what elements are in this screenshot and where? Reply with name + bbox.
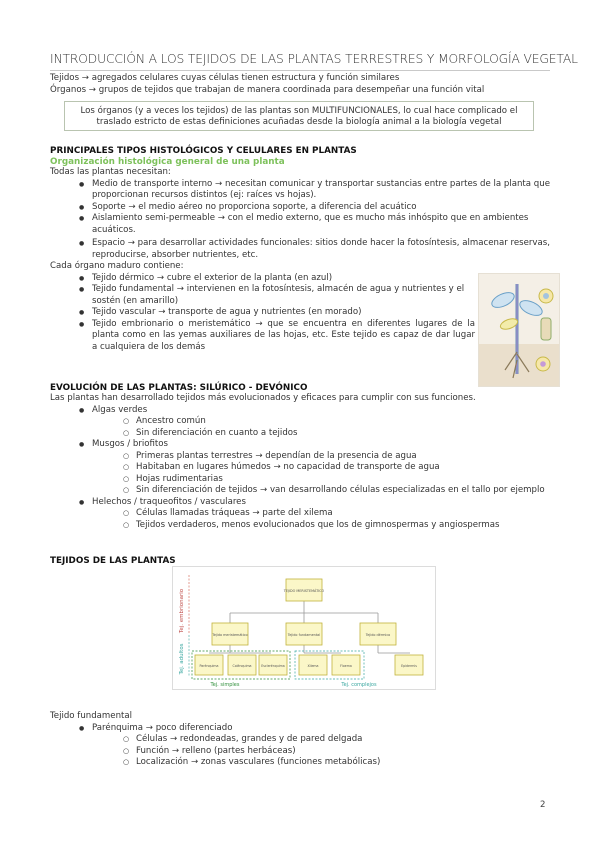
list-item: ● Tejido embrionario o meristemático → que se encuentra en diferentes lugares de la planta como en las yemas auxiliares de las hojas, etc. Este tejido es capaz de dar lugar a cualquiera de los demás <box>50 319 475 354</box>
list-item: ○ Función → relleno (partes herbáceas) <box>50 746 550 758</box>
section-evolucion <box>50 383 550 531</box>
list-item: ○ Sin diferenciación de tejidos → van desarrollando células especializadas en el tallo por ejemplo <box>50 485 550 497</box>
page-number: 2 <box>540 800 546 810</box>
tissue-tree <box>173 567 435 689</box>
side-label-embrionario: Tej. embrionario <box>179 588 185 634</box>
title-divider <box>50 70 550 71</box>
list-item: ● Medio de transporte interno → necesitan comunicar y transportar sustancias entre partes de la planta que proporcionan recursos distintos (ej: raíces vs hojas). <box>50 179 550 202</box>
definition-tejidos: Tejidos → agregados celulares cuyas células tienen estructura y función similares <box>50 73 400 83</box>
list-item: ○ Ancestro común <box>50 416 550 428</box>
node-leaf-label: Floema <box>340 664 352 668</box>
list-item: ● Espacio → para desarrollar actividades funcionales: sitios donde hacer la fotosíntesis, almacenar reservas, reproducirse, absorber nutrientes, etc. <box>50 238 550 261</box>
section-heading-histologia: PRINCIPALES TIPOS HISTOLÓGICOS Y CELULARES EN PLANTAS <box>50 146 357 156</box>
section-tejidos <box>50 556 550 566</box>
list-item: ○ Células llamadas tráqueas → parte del xilema <box>50 508 550 520</box>
group-algas: ● Algas verdes <box>50 405 550 417</box>
needs-list <box>50 179 550 262</box>
tissue-diagram <box>172 566 436 690</box>
needs-intro: Todas las plantas necesitan: <box>50 167 171 177</box>
section-histologia <box>50 146 550 353</box>
node-leaf-label: Esclerénquima <box>261 664 285 668</box>
list-item: ○ Localización → zonas vasculares (funciones metabólicas) <box>50 757 550 769</box>
callout-line-1: Los órganos (y a veces los tejidos) de las plantas son MULTIFUNCIONALES, lo cual hace complicado el <box>80 106 518 116</box>
node-leaf-label: Epidermis <box>401 664 417 668</box>
definition-organos: Órganos → grupos de tejidos que trabajan de manera coordinada para desempeñar una función vital <box>50 84 485 95</box>
list-item: ○ Tejidos verdaderos, menos evolucionados que los de gimnospermas y angiospermas <box>50 520 550 532</box>
group-musgos: ● Musgos / briofitos <box>50 439 550 451</box>
plant-illustration <box>478 273 560 387</box>
callout-line-2: traslado estricto de estas definiciones acuñadas desde la biología animal a la biología vegetal <box>96 117 502 127</box>
label-tej-complejos: Tej. complejos <box>341 682 377 688</box>
list-item: ○ Células → redondeadas, grandes y de pared delgada <box>50 734 550 746</box>
tissues-list <box>50 273 475 354</box>
subheading-organizacion: Organización histológica general de una planta <box>50 157 285 167</box>
parenchyma-item: ● Parénquima → poco diferenciado <box>50 723 550 735</box>
list-item: ○ Primeras plantas terrestres → dependían de la presencia de agua <box>50 451 550 463</box>
list-item: ● Tejido fundamental → intervienen en la fotosíntesis, almacén de agua y nutrientes y el sostén (en amarillo) <box>50 284 475 307</box>
list-item: ● Tejido vascular → transporte de agua y nutrientes (en morado) <box>50 307 475 319</box>
node-leaf-label: Parénquima <box>199 664 219 668</box>
node-leaf-label: Xilema <box>307 664 319 668</box>
parenchyma-list <box>50 723 550 769</box>
list-item: ● Soporte → el medio aéreo no proporciona soporte, a diferencia del acuático <box>50 202 550 214</box>
section-heading-tejidos: TEJIDOS DE LAS PLANTAS <box>50 556 176 566</box>
section-tejido-fundamental <box>50 711 550 769</box>
fundamental-title: Tejido fundamental <box>50 711 133 721</box>
evolucion-intro: Las plantas han desarrollado tejidos más evolucionados y eficaces para cumplir con sus funciones. <box>50 393 476 403</box>
node-mid-label: Tejido meristemático <box>212 633 248 637</box>
node-mid-label: Tejido dérmico <box>365 633 391 637</box>
callout-box <box>64 101 534 131</box>
list-item: ○ Habitaban en lugares húmedos → no capacidad de transporte de agua <box>50 462 550 474</box>
node-root-label: TEJIDO MERISTEMÁTICO <box>283 589 325 593</box>
page-title: INTRODUCCIÓN A LOS TEJIDOS DE LAS PLANTAS TERRESTRES Y MORFOLOGÍA VEGETAL <box>50 52 578 66</box>
section-heading-evolucion: EVOLUCIÓN DE LAS PLANTAS: SILÚRICO - DEVÓNICO <box>50 383 308 393</box>
node-leaf-label: Colénquima <box>232 664 252 668</box>
list-item: ○ Sin diferenciación en cuanto a tejidos <box>50 428 550 440</box>
plant-drawing-icon <box>479 274 559 386</box>
definitions <box>50 73 550 96</box>
group-helechos: ● Helechos / traqueofitos / vasculares <box>50 497 550 509</box>
list-item: ● Tejido dérmico → cubre el exterior de la planta (en azul) <box>50 273 475 285</box>
organ-intro: Cada órgano maduro contiene: <box>50 261 184 271</box>
side-label-adultos: Tej. adultos <box>179 643 185 675</box>
label-tej-simples: Tej. simples <box>210 682 240 688</box>
node-mid-label: Tejido fundamental <box>287 633 321 637</box>
list-item: ● Aislamiento semi-permeable → con el medio externo, que es mucho más inhóspito que en ambientes acuáticos. <box>50 213 550 236</box>
groups-list <box>50 405 550 532</box>
list-item: ○ Hojas rudimentarias <box>50 474 550 486</box>
